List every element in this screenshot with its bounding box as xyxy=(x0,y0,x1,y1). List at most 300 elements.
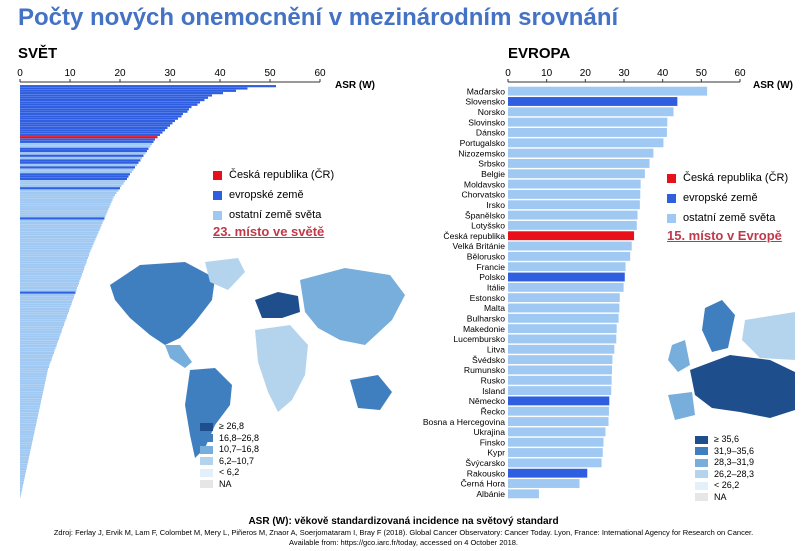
bar xyxy=(20,331,62,333)
british-isles-shape xyxy=(668,340,690,372)
x-tick-label: 30 xyxy=(164,68,176,79)
map-legend-swatch xyxy=(695,447,708,455)
footer-source-line2: Available from: https://gco.iarc.fr/today, accessed on 4 October 2018. xyxy=(288,538,518,547)
bar xyxy=(20,350,55,352)
category-label: Lucembursko xyxy=(453,334,505,345)
category-label: Nizozemsko xyxy=(458,148,505,159)
australia-shape xyxy=(350,375,392,410)
bar xyxy=(20,347,56,349)
x-tick-label: 50 xyxy=(695,68,707,79)
bar xyxy=(508,138,663,147)
category-label: Belgie xyxy=(481,168,505,179)
bar xyxy=(508,159,650,168)
bar xyxy=(20,493,21,495)
bar xyxy=(20,431,35,433)
bar xyxy=(20,169,134,171)
bar xyxy=(20,213,107,215)
scandinavia-shape xyxy=(702,300,735,352)
bar xyxy=(20,118,178,120)
bar xyxy=(20,491,22,493)
map-legend-item xyxy=(695,492,754,504)
category-label: Lotyšsko xyxy=(471,220,505,231)
map-legend-label: NA xyxy=(714,491,727,502)
bar xyxy=(508,438,604,447)
bar xyxy=(20,150,147,152)
bar xyxy=(508,211,638,220)
bar xyxy=(20,245,93,247)
map-legend-label: 28,3–31,9 xyxy=(714,457,755,467)
map-legend-swatch xyxy=(200,480,213,488)
category-label: Velká Británie xyxy=(452,241,505,252)
bar xyxy=(20,111,188,113)
north-america-shape xyxy=(110,262,215,345)
category-label: Irsko xyxy=(486,199,505,210)
bar xyxy=(20,229,100,231)
bar xyxy=(20,127,168,129)
bar xyxy=(20,231,99,233)
bar xyxy=(20,143,152,145)
bar xyxy=(20,475,25,477)
bar xyxy=(20,241,95,243)
bar xyxy=(508,386,611,395)
bar xyxy=(20,99,205,101)
bar xyxy=(20,424,36,426)
bar xyxy=(508,283,624,292)
footer-asr-note: ASR (W): věkově standardizovaná incidence na světový standard xyxy=(248,516,559,527)
bar xyxy=(508,87,707,96)
legend-swatch-other xyxy=(667,214,676,223)
bar xyxy=(508,479,580,488)
europe-section-title: EVROPA xyxy=(508,45,571,62)
x-tick-label: 40 xyxy=(214,68,226,79)
bar xyxy=(20,454,30,456)
bar xyxy=(20,148,149,150)
bar xyxy=(20,194,115,196)
category-label: Španělsko xyxy=(464,210,505,221)
bar xyxy=(20,322,65,324)
bar xyxy=(20,187,120,189)
category-label: Francie xyxy=(476,261,505,272)
bar xyxy=(20,326,63,328)
bar xyxy=(20,336,60,338)
europe-rank-text: 15. místo v Evropě xyxy=(667,228,782,243)
x-tick-label: 0 xyxy=(17,68,23,79)
bar xyxy=(20,85,276,87)
bar xyxy=(20,227,101,229)
europe-map-legend xyxy=(695,434,754,503)
bar xyxy=(20,285,78,287)
continental-europe-shape xyxy=(690,355,795,418)
bar xyxy=(20,305,71,307)
map-legend-label: < 6,2 xyxy=(219,467,240,477)
bar xyxy=(20,352,54,354)
bar xyxy=(20,250,91,252)
bar xyxy=(508,469,587,478)
bar xyxy=(20,412,39,414)
bar xyxy=(20,268,84,270)
x-tick-label: 0 xyxy=(505,68,511,79)
category-label: Norsko xyxy=(477,107,505,118)
bar xyxy=(20,271,83,273)
bar xyxy=(20,445,32,447)
map-legend-swatch xyxy=(695,493,708,501)
bar xyxy=(20,496,21,498)
legend-swatch-cz xyxy=(213,171,222,180)
bar xyxy=(20,138,155,140)
world-rank-text: 23. místo ve světě xyxy=(213,224,325,239)
bar xyxy=(20,310,69,312)
category-label: Malta xyxy=(483,303,505,314)
map-legend-item xyxy=(695,434,754,446)
bar xyxy=(20,301,72,303)
world-section-title: SVĚT xyxy=(18,45,58,62)
bar xyxy=(20,247,92,249)
bar xyxy=(20,308,70,310)
bar xyxy=(20,278,81,280)
bar xyxy=(508,345,614,354)
bar xyxy=(20,340,58,342)
bar xyxy=(20,459,29,461)
bar xyxy=(20,477,25,479)
map-legend-label: 16,8–26,8 xyxy=(219,432,260,443)
bar xyxy=(20,257,88,259)
bar-cz xyxy=(508,231,634,240)
map-legend-swatch xyxy=(695,470,708,478)
bar xyxy=(20,273,82,275)
bar xyxy=(20,366,49,368)
map-legend-label: ≥ 35,6 xyxy=(714,434,739,444)
bar xyxy=(20,421,37,423)
bar xyxy=(508,262,626,271)
europe-chart-legend xyxy=(667,168,788,228)
category-label: Polsko xyxy=(479,272,505,283)
bar xyxy=(20,403,41,405)
x-tick-label: 20 xyxy=(114,68,126,79)
africa-shape xyxy=(255,325,308,412)
footer-source-line1: Zdroj: Ferlay J, Ervik M, Lam F, Colombet M, Mery L, Piñeros M, Znaor A, Soerjomataram I, Bray F (2018). Global Cancer Observatory: Cancer Today. Lyon, France: International Agency for Research on Cancer. xyxy=(53,528,754,537)
category-label: Makedonie xyxy=(462,323,505,334)
bar xyxy=(20,208,109,210)
bar xyxy=(20,166,135,168)
x-tick-label: 20 xyxy=(579,68,591,79)
bar xyxy=(20,152,146,154)
bar xyxy=(20,461,28,463)
bar xyxy=(20,129,165,131)
legend-swatch-eu xyxy=(667,194,676,203)
bar xyxy=(20,299,73,301)
bar xyxy=(508,252,630,261)
bar xyxy=(20,484,23,486)
bar xyxy=(20,220,104,222)
map-legend-swatch xyxy=(200,457,213,465)
world-map-legend xyxy=(200,421,259,490)
bar xyxy=(20,428,35,430)
legend-label-cz: Česká republika (ČR) xyxy=(683,172,789,184)
map-legend-item xyxy=(695,480,754,492)
x-tick-label: 60 xyxy=(734,68,746,79)
x-axis-label: ASR (W) xyxy=(335,80,375,91)
bar xyxy=(508,376,612,385)
bar xyxy=(20,398,42,400)
bar xyxy=(508,448,603,457)
bar xyxy=(20,115,182,117)
bar xyxy=(508,355,612,364)
bar xyxy=(20,382,45,384)
bar xyxy=(20,134,160,136)
bar xyxy=(20,215,106,217)
bar xyxy=(508,97,677,106)
bar xyxy=(20,315,67,317)
bar xyxy=(20,90,236,92)
bar xyxy=(20,463,28,465)
category-label: Srbsko xyxy=(478,158,505,169)
category-label: Černá Hora xyxy=(460,478,505,489)
bar xyxy=(20,164,137,166)
bar xyxy=(20,433,34,435)
map-legend-item xyxy=(695,446,754,458)
bar xyxy=(20,210,108,212)
bar xyxy=(20,131,163,133)
bar xyxy=(20,317,67,319)
category-label: Portugalsko xyxy=(459,137,505,148)
legend-swatch-cz xyxy=(667,174,676,183)
bar xyxy=(20,106,192,108)
bar xyxy=(20,185,122,187)
category-label: Albánie xyxy=(476,489,505,500)
bar xyxy=(508,107,673,116)
category-label: Řecko xyxy=(480,406,505,417)
bar xyxy=(20,447,31,449)
category-label: Německo xyxy=(468,396,505,407)
bar xyxy=(20,101,200,103)
map-legend-swatch xyxy=(200,469,213,477)
category-label: Bělorusko xyxy=(466,251,505,262)
bar xyxy=(20,384,45,386)
bar xyxy=(20,125,170,127)
bar xyxy=(20,145,151,147)
bar xyxy=(20,370,48,372)
bar xyxy=(20,296,74,298)
bar xyxy=(20,373,47,375)
bar xyxy=(20,442,32,444)
bar xyxy=(20,333,61,335)
category-label: Estonsko xyxy=(469,292,505,303)
bar xyxy=(20,178,127,180)
bar xyxy=(20,189,119,191)
bar xyxy=(20,380,46,382)
map-legend-label: NA xyxy=(219,478,232,489)
x-tick-label: 10 xyxy=(541,68,553,79)
europe-shape xyxy=(255,292,300,318)
bar xyxy=(20,401,41,403)
bar xyxy=(20,120,175,122)
legend-label-eu: evropské země xyxy=(683,192,758,204)
world-chart-legend xyxy=(213,165,334,225)
category-label: Švýcarsko xyxy=(465,458,505,469)
bar xyxy=(20,113,183,115)
page-title: Počty nových onemocnění v mezinárodním srovnání xyxy=(18,4,619,31)
bar xyxy=(20,405,40,407)
bar xyxy=(20,468,27,470)
map-legend-swatch xyxy=(200,434,213,442)
bar xyxy=(508,304,619,313)
category-label: Rusko xyxy=(480,375,505,386)
bar xyxy=(20,171,132,173)
bar xyxy=(20,264,86,266)
category-label: Ukrajina xyxy=(473,427,505,438)
bar xyxy=(20,470,26,472)
europe-map xyxy=(668,300,795,420)
bar xyxy=(20,338,59,340)
bar xyxy=(20,391,43,393)
bar-cz xyxy=(20,136,158,138)
x-tick-label: 40 xyxy=(657,68,669,79)
map-legend-item xyxy=(200,433,259,445)
bar xyxy=(20,92,223,94)
map-legend-swatch xyxy=(695,482,708,490)
bar xyxy=(508,407,609,416)
map-legend-item xyxy=(200,421,259,433)
bar xyxy=(20,97,208,99)
bar xyxy=(20,94,212,96)
bar xyxy=(508,180,641,189)
bar xyxy=(20,287,77,289)
bar xyxy=(20,396,42,398)
bar xyxy=(20,440,33,442)
bar xyxy=(20,343,57,345)
map-legend-label: 10,7–16,8 xyxy=(219,444,260,454)
bar xyxy=(20,363,50,365)
bar xyxy=(20,417,38,419)
bar xyxy=(20,176,129,178)
x-tick-label: 30 xyxy=(618,68,630,79)
map-legend-swatch xyxy=(200,446,213,454)
bar xyxy=(508,242,632,251)
bar xyxy=(508,118,667,127)
bar xyxy=(508,293,620,302)
x-axis-label: ASR (W) xyxy=(753,80,793,91)
bar xyxy=(20,387,44,389)
bar xyxy=(20,426,36,428)
bar xyxy=(508,169,645,178)
bar xyxy=(508,190,640,199)
bar xyxy=(508,417,609,426)
bar xyxy=(20,452,30,454)
legend-label-eu: evropské země xyxy=(229,189,304,201)
bar xyxy=(20,234,98,236)
bar xyxy=(20,282,79,284)
legend-swatch-eu xyxy=(213,191,222,200)
bar xyxy=(508,396,609,405)
bar xyxy=(20,203,111,205)
iberia-shape xyxy=(668,392,695,420)
bar xyxy=(20,173,130,175)
bar xyxy=(20,236,97,238)
category-label: Moldavsko xyxy=(463,179,505,190)
bar xyxy=(508,200,640,209)
bar xyxy=(20,312,68,314)
bar xyxy=(20,224,102,226)
bar xyxy=(20,275,82,277)
bar xyxy=(20,222,103,224)
category-label: Rakousko xyxy=(466,468,505,479)
bar xyxy=(20,419,37,421)
category-label: Slovensko xyxy=(465,96,505,107)
bar xyxy=(20,438,33,440)
category-label: Rumunsko xyxy=(463,365,505,376)
bar xyxy=(20,435,34,437)
map-legend-swatch xyxy=(695,459,708,467)
category-label: Itálie xyxy=(486,282,505,293)
bar xyxy=(20,201,112,203)
bar xyxy=(20,415,38,417)
category-label: Bosna a Hercegovina xyxy=(422,416,505,427)
bar xyxy=(20,183,124,185)
bar xyxy=(20,180,125,182)
bar xyxy=(20,108,189,110)
bar xyxy=(20,254,89,256)
bar xyxy=(508,427,605,436)
bar xyxy=(20,473,26,475)
category-label: Maďarsko xyxy=(466,86,505,97)
bar xyxy=(20,196,114,198)
bar xyxy=(20,259,87,261)
asia-shape xyxy=(300,268,405,345)
x-tick-label: 50 xyxy=(264,68,276,79)
map-legend-label: 26,2–28,3 xyxy=(714,468,755,479)
category-label: Kypr xyxy=(487,447,505,458)
category-label: Švédsko xyxy=(472,354,505,365)
bar xyxy=(20,410,39,412)
bar xyxy=(20,292,76,294)
bar xyxy=(20,324,64,326)
x-tick-label: 10 xyxy=(64,68,76,79)
bar xyxy=(508,149,653,158)
bar xyxy=(20,319,66,321)
bar xyxy=(20,87,248,89)
bar xyxy=(20,354,53,356)
bar xyxy=(508,365,612,374)
bar xyxy=(20,252,90,254)
map-legend-label: < 26,2 xyxy=(714,480,740,490)
bar xyxy=(20,266,85,268)
bar xyxy=(20,482,24,484)
bar xyxy=(20,303,72,305)
legend-swatch-other xyxy=(213,211,222,220)
bar xyxy=(20,162,139,164)
map-legend-swatch xyxy=(200,423,213,431)
map-legend-item xyxy=(200,479,259,491)
category-label: Island xyxy=(482,385,505,396)
bar xyxy=(20,155,144,157)
bar xyxy=(20,261,87,263)
map-legend-item xyxy=(695,457,754,469)
legend-label-other: ostatní země světa xyxy=(683,212,776,224)
footer-source xyxy=(0,528,807,548)
bar xyxy=(20,159,141,161)
bar xyxy=(20,238,96,240)
bar xyxy=(20,329,62,331)
category-label: Litva xyxy=(486,344,505,355)
bar xyxy=(20,243,94,245)
category-label: Finsko xyxy=(479,437,505,448)
map-legend-label: 31,9–35,6 xyxy=(714,445,755,456)
bar xyxy=(20,157,142,159)
bar xyxy=(20,199,113,201)
bar xyxy=(20,122,173,124)
bar xyxy=(20,377,46,379)
bar xyxy=(20,479,24,481)
